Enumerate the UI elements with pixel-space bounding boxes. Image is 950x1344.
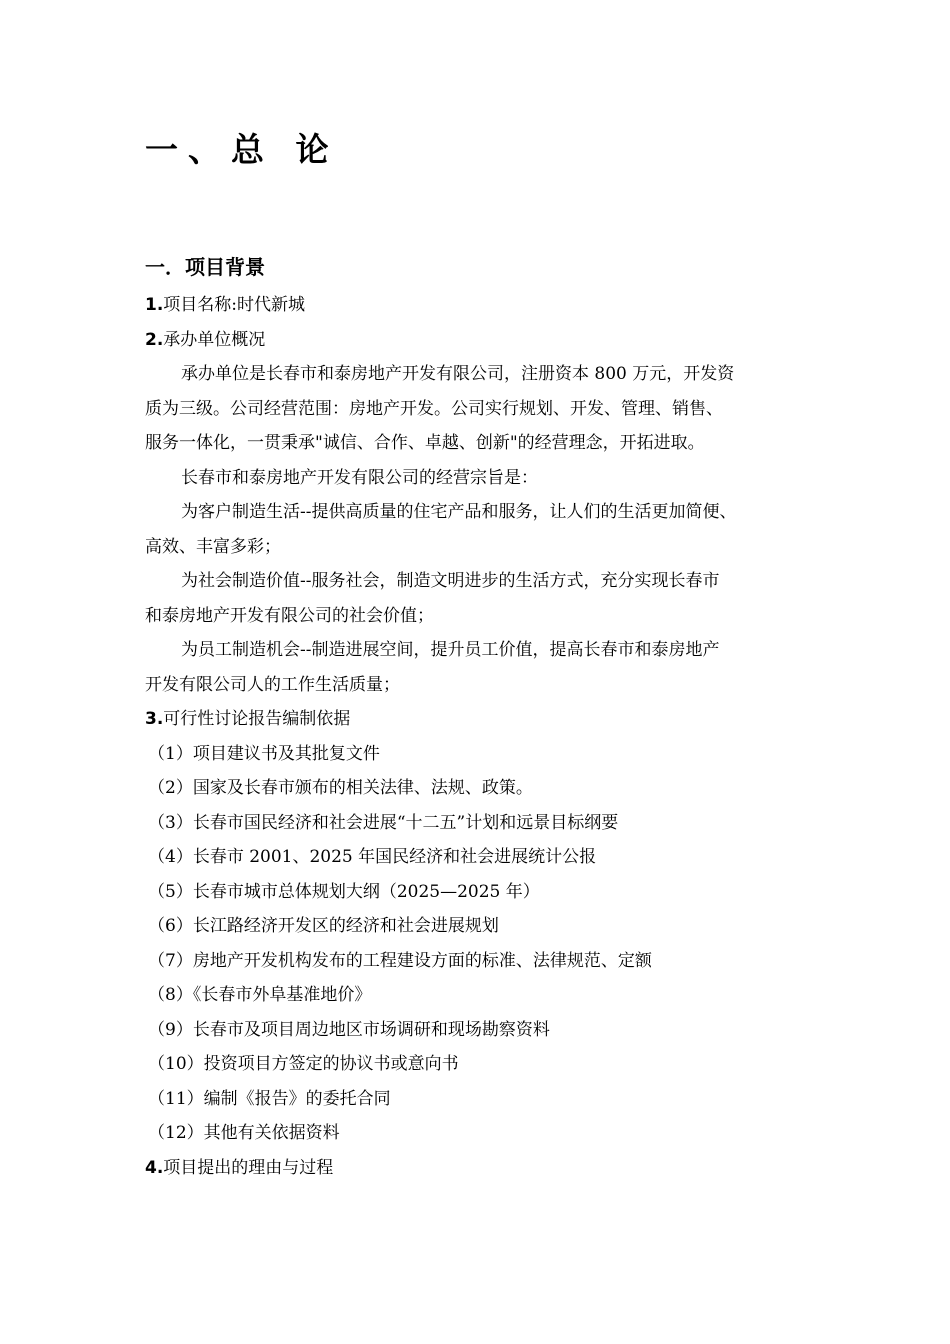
heading-reasons [145, 1151, 825, 1186]
heading-number: 1. [145, 295, 164, 315]
list-item: （7）房地产开发机构发布的工程建设方面的标准、法律规范、定额 [148, 950, 652, 971]
list-item: （4）长春市 2001、2025 年国民经济和社会进展统计公报 [148, 847, 597, 867]
paragraph-line: 长春市和泰房地产开发有限公司的经营宗旨是： [181, 467, 538, 488]
paragraph-line: 为员工制造机会--制造进展空间，提升员工价值，提高长春市和泰房地产 [181, 640, 720, 660]
heading-text: 承办单位概况 [163, 329, 266, 350]
list-item: （3）长春市国民经济和社会进展“十二五”计划和远景目标纲要 [148, 812, 619, 833]
paragraph-line: 高效、丰富多彩； [145, 536, 281, 557]
list-item: （2）国家及长春市颁布的相关法律、法规、政策。 [148, 778, 533, 798]
list-item: （6）长江路经济开发区的经济和社会进展规划 [148, 916, 499, 936]
heading-text: 可行性讨论报告编制依据 [163, 709, 351, 729]
list-item: （1）项目建议书及其批复文件 [148, 743, 380, 764]
list-item: （10）投资项目方签定的协议书或意向书 [148, 1054, 459, 1074]
heading-number: 4. [145, 1157, 164, 1178]
heading-basis [145, 702, 825, 737]
heading-number: 3. [145, 709, 164, 729]
paragraph-line: 开发有限公司人的工作生活质量； [145, 674, 400, 695]
document-body [145, 288, 825, 1185]
paragraph-line: 为社会制造价值--服务社会，制造文明进步的生活方式，充分实现长春市 [181, 571, 720, 591]
list-item: （8）《长春市外阜基准地价》 [148, 985, 372, 1005]
heading-project-name [145, 288, 825, 323]
heading-number: 2. [145, 329, 164, 350]
section-title: 一．项目背景 [145, 255, 265, 279]
list-item: （11）编制《报告》的委托合同 [148, 1088, 391, 1109]
paragraph-line: 服务一体化，一贯秉承"诚信、合作、卓越、创新"的经营理念，开拓进取。 [145, 433, 705, 453]
list-item: （9）长春市及项目周边地区市场调研和现场勘察资料 [148, 1019, 550, 1040]
chapter-title: 一、总 论 [145, 130, 339, 169]
heading-organizer [145, 323, 825, 358]
paragraph-line: 质为三级。公司经营范围：房地产开发。公司实行规划、开发、管理、销售、 [145, 398, 723, 419]
list-item: （5）长春市城市总体规划大纲（2025—2025 年） [148, 881, 540, 902]
paragraph-line: 和泰房地产开发有限公司的社会价值； [145, 605, 434, 626]
list-item: （12）其他有关依据资料 [148, 1123, 340, 1143]
paragraph-line: 为客户制造生活--提供高质量的住宅产品和服务，让人们的生活更加简便、 [181, 502, 737, 522]
heading-text: 项目提出的理由与过程 [163, 1157, 334, 1178]
paragraph-line: 承办单位是长春市和泰房地产开发有限公司，注册资本 800 万元，开发资 [181, 364, 735, 384]
heading-text: 项目名称:时代新城 [163, 295, 306, 315]
